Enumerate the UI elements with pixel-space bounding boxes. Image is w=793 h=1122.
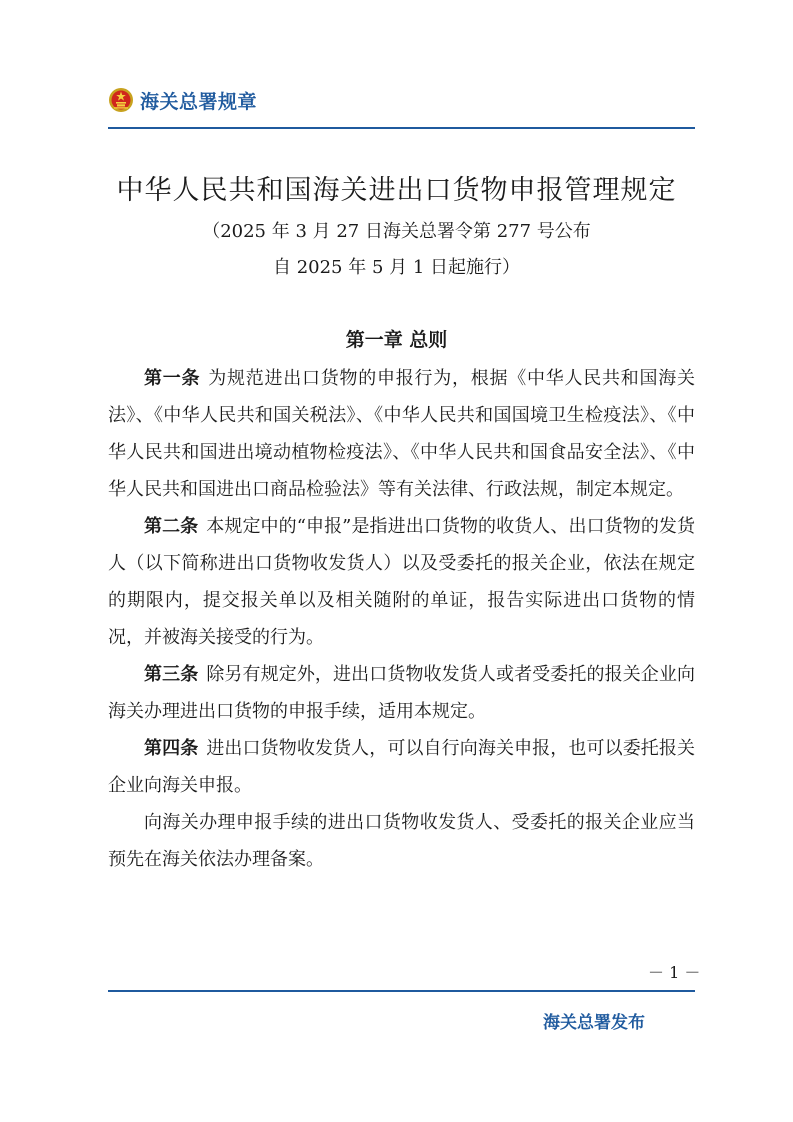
promulgation-line-1: （2025 年 3 月 27 日海关总署令第 277 号公布	[202, 221, 591, 242]
footer-divider	[108, 990, 695, 992]
article-text: 除另有规定外，进出口货物收发货人或者受委托的报关企业向海关办理进出口货物的申报手续，适用本规定。	[108, 664, 695, 722]
page-header	[108, 84, 257, 116]
national-emblem-icon	[108, 87, 134, 113]
article-label: 第三条	[144, 664, 199, 685]
header-title: 海关总署规章	[140, 90, 258, 113]
article-text: 为规范进出口货物的申报行为，根据《中华人民共和国海关法》、《中华人民共和国关税法》、《中华人民共和国国境卫生检疫法》、《中华人民共和国进出境动植物检疫法》、《中华人民共和国食品安全法》、《中华人民共和国进出口商品检验法》等有关法律、行政法规，制定本规定。	[108, 368, 695, 500]
header-divider	[108, 127, 695, 129]
article-2	[108, 508, 695, 656]
article-4	[108, 730, 695, 804]
promulgation-line-2: 自 2025 年 5 月 1 日起施行）	[272, 257, 521, 278]
article-label: 第二条	[144, 516, 199, 537]
promulgation-note	[0, 214, 793, 286]
document-title: 中华人民共和国海关进出口货物申报管理规定	[116, 175, 677, 206]
article-1	[108, 360, 695, 508]
article-label: 第一条	[144, 368, 201, 389]
chapter-heading: 第一章 总则	[345, 329, 448, 351]
document-body	[108, 360, 695, 878]
article-4-paragraph-2: 向海关办理申报手续的进出口货物收发货人、受委托的报关企业应当预先在海关依法办理备案。	[108, 812, 695, 870]
page-number: － 1 －	[648, 963, 701, 982]
footer-publisher: 海关总署发布	[543, 1013, 645, 1033]
article-text: 本规定中的“申报”是指进出口货物的收货人、出口货物的发货人（以下简称进出口货物收发货人）以及受委托的报关企业，依法在规定的期限内，提交报关单以及相关随附的单证，报告实际进出口货物的情况，并被海关接受的行为。	[108, 516, 696, 648]
article-3	[108, 656, 695, 730]
article-label: 第四条	[144, 738, 199, 759]
article-text: 进出口货物收发货人，可以自行向海关申报，也可以委托报关企业向海关申报。	[108, 738, 695, 796]
